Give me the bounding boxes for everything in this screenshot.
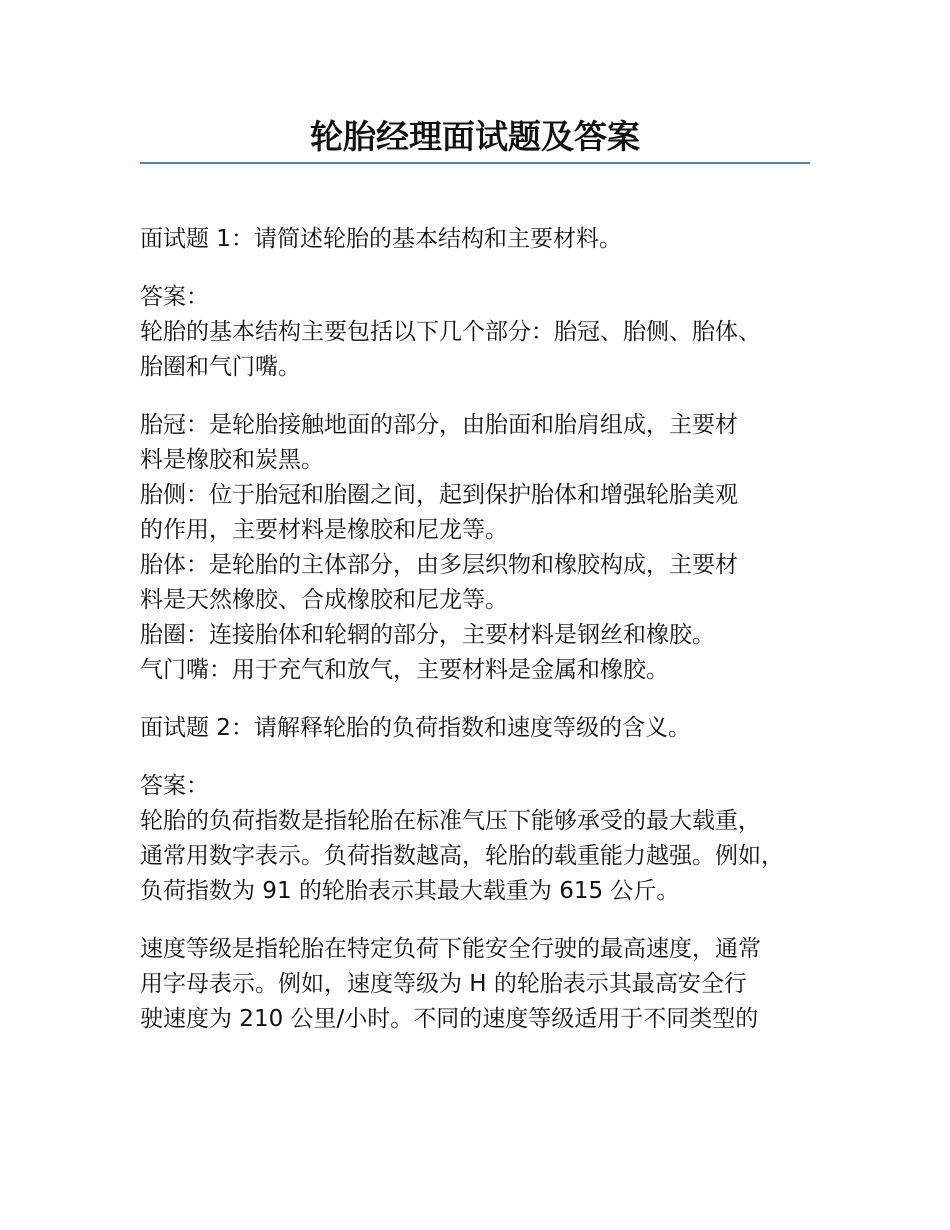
body-line: 通常用数字表示。负荷指数越高，轮胎的载重能力越强。例如， — [140, 843, 784, 869]
document-title: 轮胎经理面试题及答案 — [310, 117, 640, 156]
body-line: 胎冠：是轮胎接触地面的部分，由胎面和胎肩组成，主要材 — [140, 412, 738, 438]
body-line: 面试题 2：请解释轮胎的负荷指数和速度等级的含义。 — [140, 715, 691, 741]
body-line: 的作用，主要材料是橡胶和尼龙等。 — [140, 517, 508, 543]
paragraph-spacer — [140, 688, 830, 711]
body-line: 轮胎的负荷指数是指轮胎在标准气压下能够承受的最大载重， — [140, 808, 761, 834]
body-line: 胎体：是轮胎的主体部分，由多层织物和橡胶构成，主要材 — [140, 552, 738, 578]
body-line: 速度等级是指轮胎在特定负荷下能安全行驶的最高速度，通常 — [140, 936, 761, 962]
body-line: 用字母表示。例如，速度等级为 H 的轮胎表示其最高安全行 — [140, 971, 747, 997]
body-line: 胎圈和气门嘴。 — [140, 354, 301, 380]
body-line: 驶速度为 210 公里/小时。不同的速度等级适用于不同类型的 — [140, 1006, 759, 1032]
paragraph-spacer — [140, 385, 830, 408]
body-line: 料是天然橡胶、合成橡胶和尼龙等。 — [140, 587, 508, 613]
document-body — [140, 222, 830, 1037]
body-line: 轮胎的基本结构主要包括以下几个部分：胎冠、胎侧、胎体、 — [140, 319, 761, 345]
paragraph-spacer — [140, 257, 830, 280]
title-underline — [140, 162, 810, 164]
body-line: 负荷指数为 91 的轮胎表示其最大载重为 615 公斤。 — [140, 878, 680, 904]
body-line: 气门嘴：用于充气和放气，主要材料是金属和橡胶。 — [140, 657, 669, 683]
body-line: 面试题 1：请简述轮胎的基本结构和主要材料。 — [140, 226, 622, 252]
body-line: 胎圈：连接胎体和轮辋的部分，主要材料是钢丝和橡胶。 — [140, 622, 715, 648]
body-line: 料是橡胶和炭黑。 — [140, 447, 324, 473]
body-line: 答案： — [140, 284, 209, 310]
body-line: 答案： — [140, 773, 209, 799]
paragraph-spacer — [140, 746, 830, 769]
paragraph-spacer — [140, 909, 830, 932]
body-line: 胎侧：位于胎冠和胎圈之间，起到保护胎体和增强轮胎美观 — [140, 482, 738, 508]
